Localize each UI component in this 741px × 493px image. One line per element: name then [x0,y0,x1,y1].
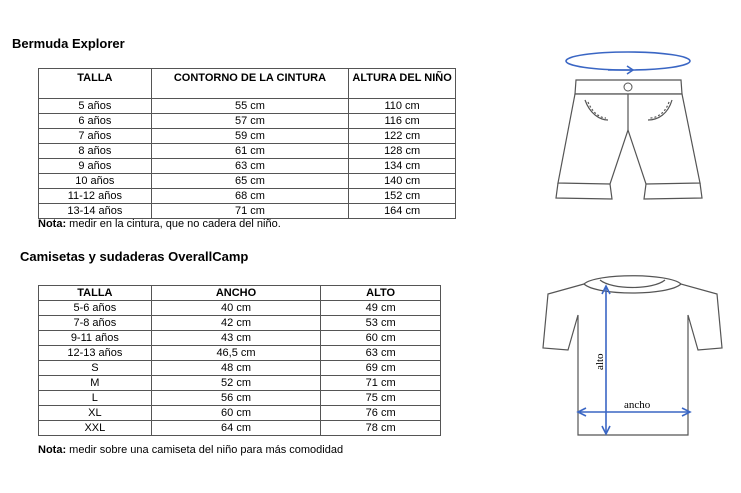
table-cell: 60 cm [321,331,441,346]
table-cell: 7-8 años [39,316,152,331]
tshirt-illustration [540,270,725,440]
table-cell: XXL [39,421,152,436]
column-header-altura: ALTURA DEL NIÑO [349,69,456,99]
alto-label: alto [594,353,606,370]
button-icon [624,83,632,91]
note-text: medir en la cintura, que no cadera del niño. [66,218,281,230]
shorts-illustration [548,48,718,208]
table-cell: 11-12 años [39,189,152,204]
table-cell: 9 años [39,159,152,174]
note-text: medir sobre una camiseta del niño para más comodidad [66,444,344,456]
table-row [39,204,456,219]
table-cell: 71 cm [151,204,349,219]
table-cell: 53 cm [321,316,441,331]
table-cell: 10 años [39,174,152,189]
table-cell: 43 cm [151,331,321,346]
table-cell: 46,5 cm [151,346,321,361]
table-row [39,174,456,189]
table-cell: 63 cm [321,346,441,361]
table-cell: 40 cm [151,301,321,316]
table-row [39,376,441,391]
table-cell: 7 años [39,129,152,144]
table-cell: 116 cm [349,114,456,129]
table-cell: 5 años [39,99,152,114]
table-cell: 152 cm [349,189,456,204]
table-cell: 164 cm [349,204,456,219]
table-row [39,301,441,316]
table-cell: 9-11 años [39,331,152,346]
ancho-label: ancho [624,399,651,411]
table-cell: S [39,361,152,376]
table-cell: 8 años [39,144,152,159]
table-row [39,421,441,436]
column-header-ancho: ANCHO [151,286,321,301]
table-row [39,406,441,421]
table-cell: 60 cm [151,406,321,421]
table-cell: 122 cm [349,129,456,144]
note-label: Nota: [38,218,67,230]
table-row [39,331,441,346]
table-cell: 78 cm [321,421,441,436]
table-cell: 71 cm [321,376,441,391]
column-header-contorno: CONTORNO DE LA CINTURA [151,69,349,99]
table-cell: 75 cm [321,391,441,406]
table-cell: XL [39,406,152,421]
table-cell: 6 años [39,114,152,129]
bermuda-size-table [38,68,456,219]
table-cell: 59 cm [151,129,349,144]
table-cell: 61 cm [151,144,349,159]
table-cell: 69 cm [321,361,441,376]
table-cell: 65 cm [151,174,349,189]
camisetas-title: Camisetas y sudaderas OverallCamp [20,249,249,264]
note-label: Nota: [38,444,67,456]
column-header-talla: TALLA [39,286,152,301]
table-cell: L [39,391,152,406]
table-cell: 56 cm [151,391,321,406]
table-cell: 110 cm [349,99,456,114]
table-cell: 13-14 años [39,204,152,219]
table-cell: 57 cm [151,114,349,129]
table-row [39,361,441,376]
table-cell: 68 cm [151,189,349,204]
table-cell: 134 cm [349,159,456,174]
table-row [39,159,456,174]
table-cell: 76 cm [321,406,441,421]
table-cell: 49 cm [321,301,441,316]
column-header-talla: TALLA [39,69,152,99]
table-row [39,391,441,406]
table-cell: M [39,376,152,391]
table-row [39,346,441,361]
table-cell: 48 cm [151,361,321,376]
camisetas-note [38,444,343,456]
table-cell: 64 cm [151,421,321,436]
column-header-alto: ALTO [321,286,441,301]
table-row [39,316,441,331]
table-cell: 12-13 años [39,346,152,361]
table-cell: 140 cm [349,174,456,189]
table-row [39,99,456,114]
table-cell: 128 cm [349,144,456,159]
table-row [39,144,456,159]
table-row [39,189,456,204]
table-cell: 42 cm [151,316,321,331]
table-cell: 5-6 años [39,301,152,316]
table-cell: 55 cm [151,99,349,114]
camisetas-size-table [38,285,441,436]
bermuda-title: Bermuda Explorer [12,36,125,51]
table-row [39,114,456,129]
bermuda-note [38,218,281,230]
table-cell: 63 cm [151,159,349,174]
table-row [39,129,456,144]
table-cell: 52 cm [151,376,321,391]
